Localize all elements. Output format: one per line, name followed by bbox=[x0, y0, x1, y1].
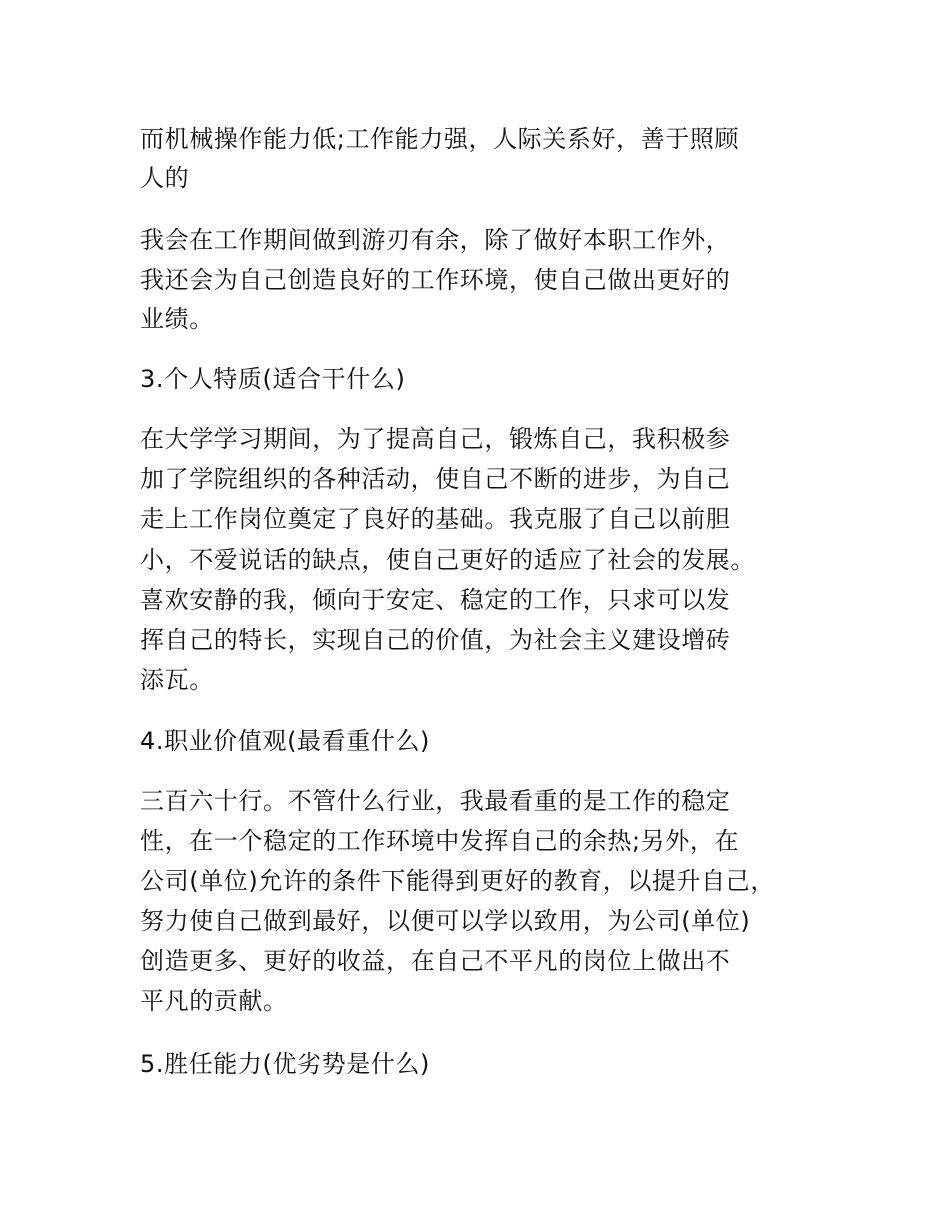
paragraph-line: 挥自己的特长，实现自己的价值，为社会主义建设增砖 bbox=[140, 626, 731, 654]
paragraph-line: 我还会为自己创造良好的工作环境，使自己做出更好的 bbox=[140, 266, 731, 294]
paragraph-line: 性，在一个稳定的工作环境中发挥自己的余热;另外，在 bbox=[140, 827, 740, 855]
paragraph-line: 小，不爱说话的缺点，使自己更好的适应了社会的发展。 bbox=[140, 546, 755, 574]
paragraph-line: 添瓦。 bbox=[140, 666, 214, 694]
section-heading: 3.个人特质(适合干什么) bbox=[140, 365, 406, 393]
paragraph-line: 努力使自己做到最好，以便可以学以致用，为公司(单位) bbox=[140, 907, 751, 935]
paragraph-line: 三百六十行。不管什么行业，我最看重的是工作的稳定 bbox=[140, 787, 731, 815]
paragraph-line: 在大学学习期间，为了提高自己，锻炼自己，我积极参 bbox=[140, 425, 731, 453]
paragraph-line: 我会在工作期间做到游刃有余，除了做好本职工作外， bbox=[140, 226, 731, 254]
section-heading: 5.胜任能力(优劣势是什么) bbox=[140, 1050, 431, 1078]
paragraph-line: 创造更多、更好的收益，在自己不平凡的岗位上做出不 bbox=[140, 947, 731, 975]
paragraph-line: 人的 bbox=[140, 164, 190, 192]
paragraph-line: 平凡的贡献。 bbox=[140, 987, 288, 1015]
paragraph-line: 业绩。 bbox=[140, 305, 214, 333]
paragraph-line: 走上工作岗位奠定了良好的基础。我克服了自己以前胆 bbox=[140, 505, 731, 533]
paragraph-line: 加了学院组织的各种活动，使自己不断的进步，为自己 bbox=[140, 465, 731, 493]
paragraph-line: 喜欢安静的我，倾向于安定、稳定的工作，只求可以发 bbox=[140, 586, 731, 614]
section-heading: 4.职业价值观(最看重什么) bbox=[140, 727, 431, 755]
paragraph-line: 而机械操作能力低;工作能力强，人际关系好，善于照顾 bbox=[140, 125, 740, 153]
paragraph-line: 公司(单位)允许的条件下能得到更好的教育，以提升自己， bbox=[140, 867, 775, 895]
